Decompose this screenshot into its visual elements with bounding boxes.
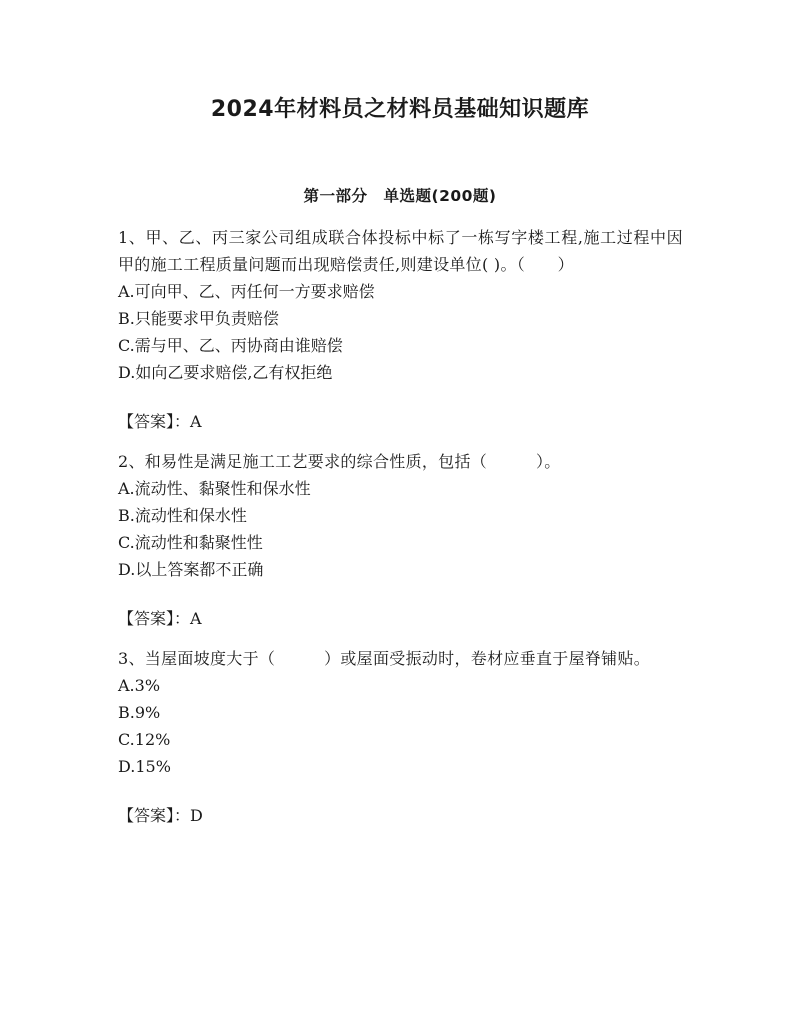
option-d: D.15%: [118, 757, 171, 776]
question-1: [118, 224, 683, 435]
option-a: A.流动性、黏聚性和保水性: [118, 479, 311, 498]
answer-label: 【答案】：: [118, 806, 191, 825]
answer-line: [118, 802, 683, 829]
answer-value: D: [190, 806, 203, 825]
question-3: [118, 645, 683, 829]
option-list: [118, 672, 683, 780]
option-c: C.需与甲、乙、丙协商由谁赔偿: [118, 336, 343, 355]
question-stem: 1、甲、乙、丙三家公司组成联合体投标中标了一栋写字楼工程,施工过程中因甲的施工工程质量问题而出现赔偿责任,则建设单位( )。（ ）: [118, 228, 683, 274]
option-list: [118, 278, 683, 386]
section-heading: 第一部分 单选题(200题): [303, 187, 497, 205]
question-stem: 3、当屋面坡度大于（ ）或屋面受振动时，卷材应垂直于屋脊铺贴。: [118, 649, 651, 668]
answer-value: A: [190, 412, 202, 431]
option-d: D.以上答案都不正确: [118, 560, 264, 579]
option-a: A.可向甲、乙、丙任何一方要求赔偿: [118, 282, 375, 301]
option-d: D.如向乙要求赔偿,乙有权拒绝: [118, 363, 333, 382]
option-a: A.3%: [118, 676, 161, 695]
answer-label: 【答案】：: [118, 412, 191, 431]
answer-label: 【答案】：: [118, 609, 191, 628]
answer-line: [118, 605, 683, 632]
answer-value: A: [190, 609, 202, 628]
option-b: B.只能要求甲负责赔偿: [118, 309, 279, 328]
question-2: [118, 448, 683, 632]
question-stem: 2、和易性是满足施工工艺要求的综合性质，包括（ ）。: [118, 452, 561, 471]
option-c: C.12%: [118, 730, 171, 749]
answer-line: [118, 408, 683, 435]
document-title: 2024年材料员之材料员基础知识题库: [210, 97, 590, 122]
option-b: B.9%: [118, 703, 161, 722]
option-c: C.流动性和黏聚性性: [118, 533, 263, 552]
question-list: [118, 224, 683, 842]
option-b: B.流动性和保水性: [118, 506, 247, 525]
option-list: [118, 475, 683, 583]
